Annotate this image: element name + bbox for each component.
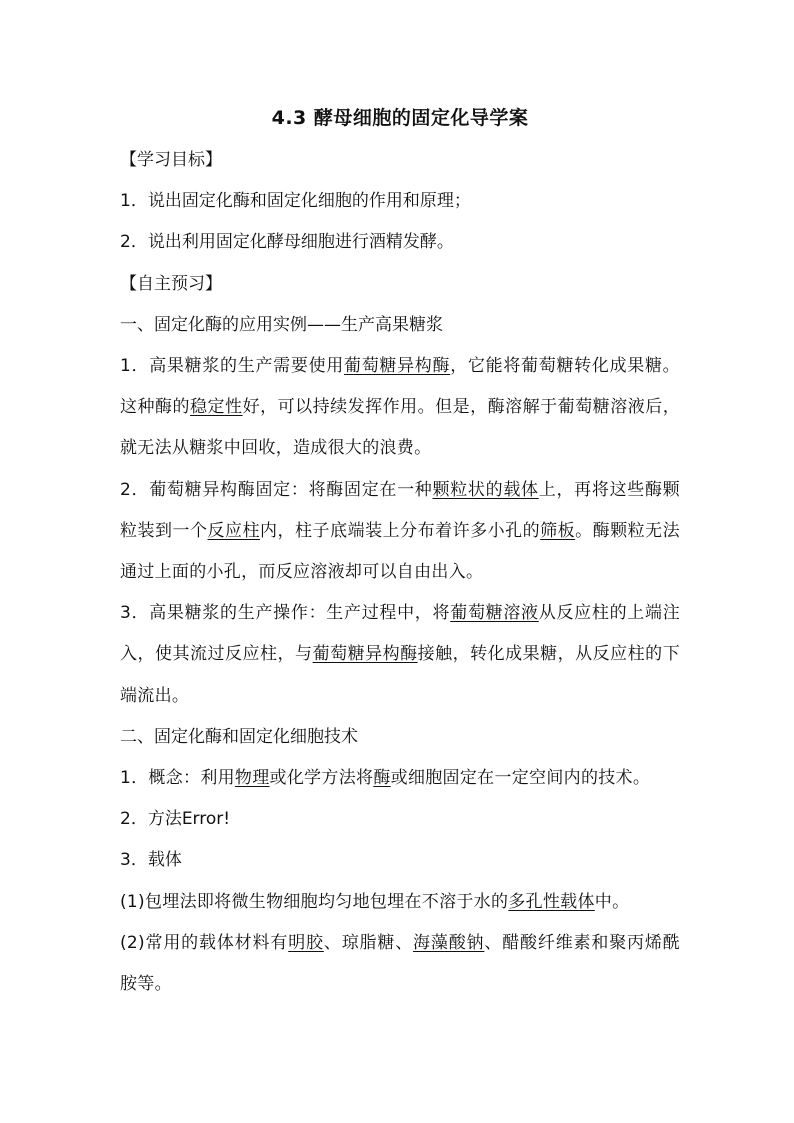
underlined-answer: 筛板	[540, 520, 576, 541]
text-span: 接触，转化成果糖，从反应柱的下端流出。	[120, 644, 680, 706]
text-span: 上，再将这些酶颗粒装到一个	[120, 479, 680, 541]
underlined-answer: 酶	[373, 768, 391, 789]
text-span: 。酶颗粒无法通过上面的小孔，而反应溶液却可以自由出入。	[120, 520, 680, 583]
preview-heading: 【自主预习】	[120, 273, 222, 294]
document-title: 4.3 酵母细胞的固定化导学案	[271, 107, 529, 129]
objective-item-1: 1．说出固定化酶和固定化细胞的作用和原理；	[120, 191, 471, 212]
underlined-answer: 葡萄糖溶液	[450, 603, 539, 624]
underlined-answer: 葡萄糖异构酶	[312, 644, 418, 665]
text-span: 或化学方法将	[269, 768, 374, 789]
underlined-answer: 多孔性载体	[508, 891, 595, 912]
section2-paragraph-2: 2．方法Error!	[120, 809, 231, 830]
document-page	[120, 96, 680, 1005]
text-span: 中。	[594, 891, 630, 912]
text-span: 1．概念：利用	[120, 768, 235, 789]
section2-heading: 二、固定化酶和固定化细胞技术	[120, 726, 358, 747]
text-span: 、琼脂糖、	[323, 932, 414, 953]
objective-item-2: 2．说出利用固定化酵母细胞进行酒精发酵。	[120, 232, 454, 253]
text-span: 1．高果糖浆的生产需要使用	[120, 356, 344, 377]
section2-paragraph-4	[120, 882, 680, 923]
section1-paragraph-3	[120, 593, 680, 717]
text-span: 或细胞固定在一定空间内的技术。	[390, 768, 651, 789]
section2-paragraph-1	[120, 758, 680, 799]
text-span: (2)常用的载体材料有	[120, 932, 289, 953]
text-span: 好，可以持续发挥作用。但是，酶溶解于葡萄糖溶液后，就无法从糖浆中回收，造成很大的浪费。	[120, 397, 681, 459]
text-span: 3．高果糖浆的生产操作：生产过程中，将	[120, 603, 451, 624]
underlined-answer: 葡萄糖异构酶	[343, 356, 451, 377]
text-span: 内，柱子底端装上分布着许多小孔的	[260, 520, 541, 541]
underlined-answer: 明胶	[288, 932, 324, 953]
underlined-answer: 物理	[234, 768, 270, 789]
section2-paragraph-3: 3．载体	[120, 850, 182, 871]
section1-paragraph-1	[120, 346, 680, 470]
text-span: 2．葡萄糖异构酶固定：将酶固定在一种	[120, 479, 433, 500]
underlined-answer: 颗粒状的载体	[432, 479, 539, 500]
text-span: (1)包埋法即将微生物细胞均匀地包埋在不溶于水的	[120, 891, 509, 912]
section1-heading: 一、固定化酶的应用实例——生产高果糖浆	[120, 314, 443, 335]
text-span: ，它能将葡萄糖转化成果糖。这种酶的	[120, 356, 680, 418]
section2-paragraph-5	[120, 923, 680, 1005]
text-span: 从反应柱的上端注入，使其流过反应柱，与	[120, 603, 681, 665]
underlined-answer: 稳定性	[190, 397, 243, 418]
objectives-heading: 【学习目标】	[120, 150, 222, 170]
underlined-answer: 海藻酸钠	[413, 932, 485, 953]
text-span: 、醋酸纤维素和聚丙烯酰胺等。	[120, 932, 681, 995]
underlined-answer: 反应柱	[207, 520, 261, 541]
section1-paragraph-2	[120, 470, 680, 594]
